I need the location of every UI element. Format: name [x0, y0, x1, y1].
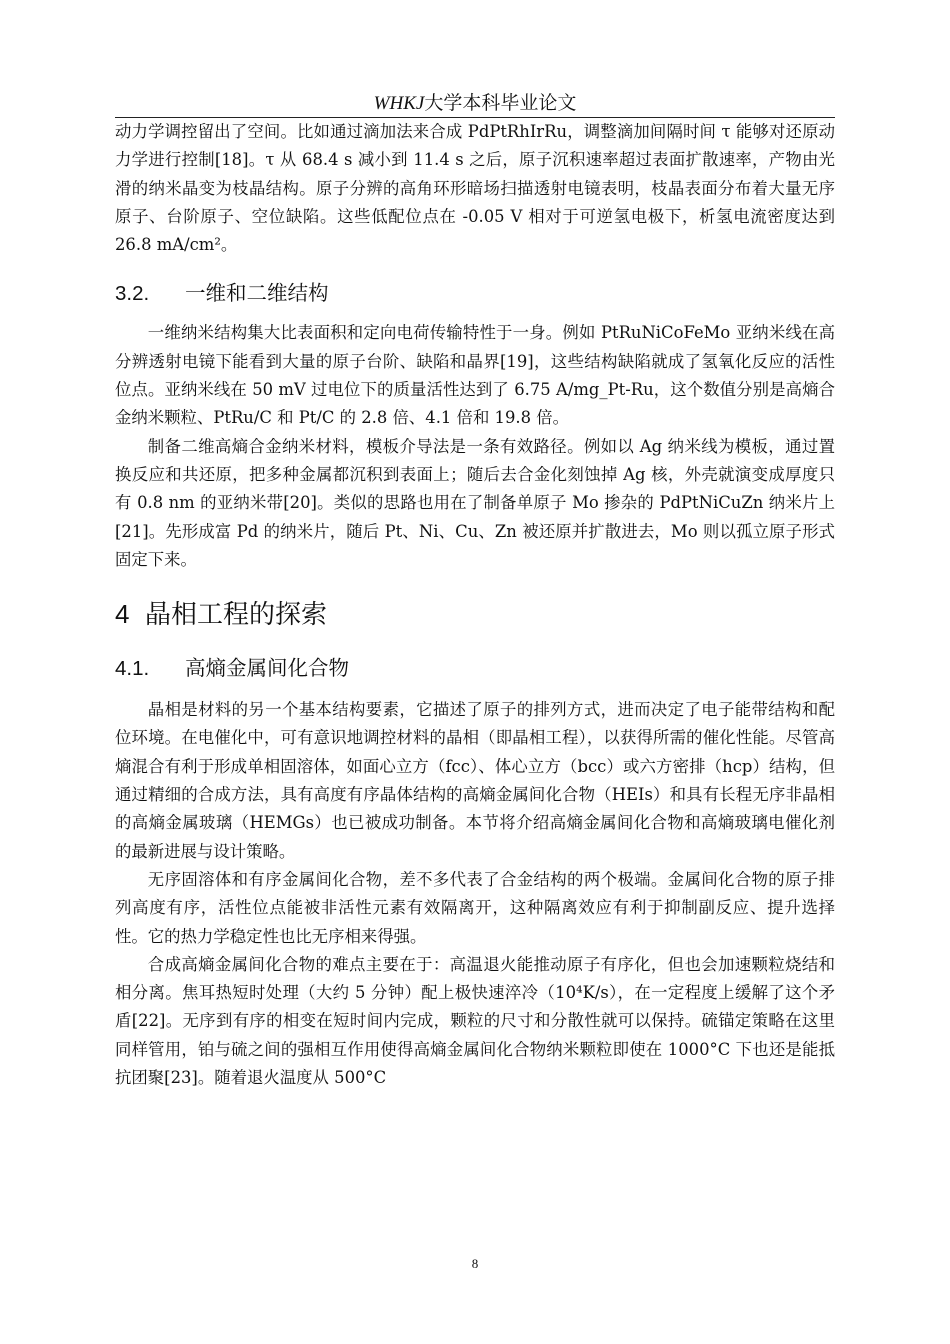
section-title: 一维和二维结构 — [185, 281, 329, 306]
paragraph-continued: 动力学调控留出了空间。比如通过滴加法来合成 PdPtRhIrRu，调整滴加间隔时间 τ 能够对还原动力学进行控制[18]。τ 从 68.4 s 减小到 11.4 s 之后，原子沉积速率超过表面扩散速率，产物由光滑的纳米晶变为枝晶结构。原子分辨的高角环形暗场扫描透射电镜表明，枝晶表面分布着大量无序原子、台阶原子、空位缺陷。这些低配位点在 -0.05 V 相对于可逆氢电极下，析氢电流密度达到 26.8 mA/cm²。 — [115, 122, 835, 255]
section-heading-4-1 — [115, 654, 835, 682]
paragraph: 无序固溶体和有序金属间化合物，差不多代表了合金结构的两个极端。金属间化合物的原子排列高度有序，活性位点能被非活性元素有效隔离开，这种隔离效应有利于抑制副反应、提升选择性。它的热力学稳定性也比无序相来得强。 — [115, 869, 835, 946]
paragraph: 合成高熵金属间化合物的难点主要在于：高温退火能推动原子有序化，但也会加速颗粒烧结和相分离。焦耳热短时处理（大约 5 分钟）配上极快速淬冷（10⁴K/s），在一定程度上缓解了这个矛盾[22]。无序到有序的相变在短时间内完成，颗粒的尺寸和分散性就可以保持。硫锚定策略在这里同样管用，铂与硫之间的强相互作用使得高熵金属间化合物纳米颗粒即使在 1000°C 下也还是能抵抗团聚[23]。随着退火温度从 500°C — [115, 954, 835, 1088]
running-header — [115, 90, 835, 117]
chapter-number: 4 — [115, 599, 130, 630]
section-number: 4.1. — [115, 657, 150, 681]
chapter-heading-4 — [115, 596, 835, 632]
page-number: 8 — [471, 1256, 479, 1271]
header-latin: WHKJ — [373, 93, 425, 114]
body-text — [115, 118, 835, 1092]
section-heading-3-2 — [115, 279, 835, 307]
paragraph: 制备二维高熵合金纳米材料，模板介导法是一条有效路径。例如以 Ag 纳米线为模板，通过置换反应和共还原，把多种金属都沉积到表面上；随后去合金化刻蚀掉 Ag 核，外壳就演变成厚度只有 0.8 nm 的亚纳米带[20]。类似的思路也用在了制备单原子 Mo 掺杂的 PdPtNiCuZn 纳米片上[21]。先形成富 Pd 的纳米片，随后 Pt、Ni、Cu、Zn 被还原并扩散进去，Mo 则以孤立原子形式固定下来。 — [115, 436, 835, 569]
paragraph: 一维纳米结构集大比表面积和定向电荷传输特性于一身。例如 PtRuNiCoFeMo 亚纳米线在高分辨透射电镜下能看到大量的原子台阶、缺陷和晶界[19]，这些结构缺陷就成了氢氧化反应的活性位点。亚纳米线在 50 mV 过电位下的质量活性达到了 6.75 A/mg_Pt-Ru，这个数值分别是高熵合金纳米颗粒、PtRu/C 和 Pt/C 的 2.8 倍、4.1 倍和 19.8 倍。 — [115, 323, 836, 428]
section-number: 3.2. — [115, 282, 150, 306]
header-title: 大学本科毕业论文 — [424, 92, 577, 114]
section-title: 高熵金属间化合物 — [185, 656, 349, 681]
chapter-title: 晶相工程的探索 — [145, 600, 328, 631]
paragraph: 晶相是材料的另一个基本结构要素，它描述了原子的排列方式，进而决定了电子能带结构和配位环境。在电催化中，可有意识地调控材料的晶相（即晶相工程），以获得所需的催化性能。尽管高熵混合有利于形成单相固溶体，如面心立方（fcc）、体心立方（bcc）或六方密排（hcp）结构，但通过精细的合成方法，具有高度有序晶体结构的高熵金属间化合物（HEIs）和具有长程无序非晶相的高熵金属玻璃（HEMGs）也已被成功制备。本节将介绍高熵金属间化合物和高熵玻璃电催化剂的最新进展与设计策略。 — [115, 700, 835, 861]
